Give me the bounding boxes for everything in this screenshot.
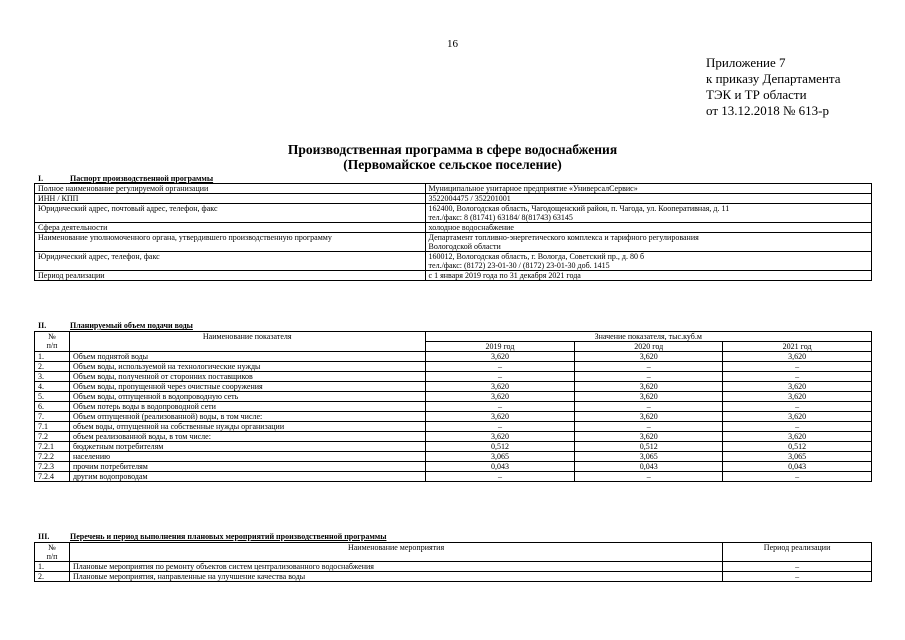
water-volume-table — [34, 331, 872, 482]
value-2020: – — [575, 402, 723, 412]
row-name: Объем воды, пропущенной через очистные сооружения — [69, 382, 425, 392]
passport-label: Период реализации — [35, 271, 426, 281]
appendix-block — [706, 55, 841, 119]
table-row — [35, 572, 872, 582]
value-2019: 3,620 — [425, 392, 575, 402]
column-header-year: 2020 год — [575, 342, 723, 352]
value-2021: – — [723, 472, 872, 482]
section-1-number: I. — [38, 174, 44, 183]
column-header-period: Период реализации — [723, 543, 872, 562]
row-number: 1. — [35, 352, 70, 362]
value-2020: 3,620 — [575, 392, 723, 402]
value-2019: 3,065 — [425, 452, 575, 462]
row-number: 2. — [35, 362, 70, 372]
row-name: населению — [69, 452, 425, 462]
table-row — [35, 271, 872, 281]
row-number: 7.2.1 — [35, 442, 70, 452]
column-header-number-line2: п/п — [46, 341, 58, 350]
table-row — [35, 252, 872, 271]
value-2021: 0,512 — [723, 442, 872, 452]
section-1-heading — [34, 174, 213, 183]
row-name: Объем отпущенной (реализованной) воды, в том числе: — [69, 412, 425, 422]
table-row — [35, 352, 872, 362]
column-header-year: 2019 год — [425, 342, 575, 352]
passport-value: холодное водоснабжение — [425, 223, 871, 233]
value-2020: 3,620 — [575, 412, 723, 422]
row-name: Плановые мероприятия по ремонту объектов систем централизованного водоснабжения — [69, 562, 722, 572]
passport-table — [34, 183, 872, 281]
row-name: Плановые мероприятия, направленные на улучшение качества воды — [69, 572, 722, 582]
value-2020: – — [575, 472, 723, 482]
value-2021: – — [723, 362, 872, 372]
page-number: 16 — [447, 38, 458, 50]
row-name: Объем воды, полученной от сторонних поставщиков — [69, 372, 425, 382]
table-row — [35, 204, 872, 223]
table-row — [35, 462, 872, 472]
value-2021: 3,620 — [723, 432, 872, 442]
section-3-number: III. — [38, 532, 50, 541]
title-line-2: (Первомайское сельское поселение) — [343, 157, 562, 172]
row-number: 2. — [35, 572, 70, 582]
title-line-1: Производственная программа в сфере водоснабжения — [287, 142, 618, 157]
passport-label: Сфера деятельности — [35, 223, 426, 233]
value-2020: – — [575, 372, 723, 382]
row-number: 6. — [35, 402, 70, 412]
row-number: 5. — [35, 392, 70, 402]
passport-label: ИНН / КПП — [35, 194, 426, 204]
row-number: 7.1 — [35, 422, 70, 432]
value-2019: 3,620 — [425, 412, 575, 422]
value-2020: – — [575, 362, 723, 372]
table-row — [35, 382, 872, 392]
value-2019: 0,043 — [425, 462, 575, 472]
row-number: 7.2.3 — [35, 462, 70, 472]
section-3-title: Перечень и период выполнения плановых мероприятий производственной программы — [70, 532, 387, 541]
section-3-heading — [34, 532, 386, 541]
table-row — [35, 442, 872, 452]
value-2021: 3,620 — [723, 412, 872, 422]
section-2-heading — [34, 321, 193, 330]
row-number: 1. — [35, 562, 70, 572]
value-2020: – — [575, 422, 723, 432]
row-number: 7. — [35, 412, 70, 422]
row-number: 3. — [35, 372, 70, 382]
water-volume-body — [35, 352, 872, 482]
passport-value: с 1 января 2019 года по 31 декабря 2021 года — [425, 271, 871, 281]
value-2021: – — [723, 402, 872, 412]
passport-value-line2: Вологодской области — [428, 242, 501, 251]
value-2021: 0,043 — [723, 462, 872, 472]
value-2020: 0,512 — [575, 442, 723, 452]
value-2019: – — [425, 422, 575, 432]
value-2019: – — [425, 372, 575, 382]
table-row — [35, 233, 872, 252]
row-name: объем воды, отпущенной на собственные нужды организации — [69, 422, 425, 432]
passport-value: 160012, Вологодская область, г. Вологда, Советский пр., д. 80 б — [428, 252, 645, 261]
value-2021: – — [723, 372, 872, 382]
row-name: Объем воды, отпущенной в водопроводную сеть — [69, 392, 425, 402]
value-2019: 3,620 — [425, 432, 575, 442]
passport-label: Полное наименование регулируемой организации — [35, 184, 426, 194]
section-1-title: Паспорт производственной программы — [70, 174, 214, 183]
passport-value: Департамент топливно-энергетического комплекса и тарифного регулирования — [428, 233, 699, 242]
appendix-line-2: к приказу Департамента — [706, 71, 841, 86]
table-row — [35, 432, 872, 442]
measures-table — [34, 542, 872, 582]
passport-label: Юридический адрес, почтовый адрес, телефон, факс — [35, 204, 426, 223]
row-period: – — [723, 572, 872, 582]
appendix-line-4: от 13.12.2018 № 613-р — [706, 103, 829, 118]
table-row — [35, 184, 872, 194]
value-2021: 3,620 — [723, 352, 872, 362]
value-2020: 3,620 — [575, 432, 723, 442]
value-2019: – — [425, 472, 575, 482]
table-row — [35, 422, 872, 432]
column-header-number-line1: № — [48, 332, 56, 341]
row-name: другим водопроводам — [69, 472, 425, 482]
table-row — [35, 194, 872, 204]
column-header-number-line1: № — [48, 543, 56, 552]
row-name: Объем воды, используемой на технологические нужды — [69, 362, 425, 372]
table-row — [35, 402, 872, 412]
row-name: Объем поднятой воды — [69, 352, 425, 362]
passport-label: Наименование уполномоченного органа, утвердившего производственную программу — [35, 233, 426, 252]
passport-value-multiline — [425, 233, 871, 252]
passport-value: 3522004475 / 352201001 — [425, 194, 871, 204]
passport-value-multiline — [425, 252, 871, 271]
passport-value: 162400, Вологодская область, Чагодощенский район, п. Чагода, ул. Кооперативная, д. 11 — [428, 204, 730, 213]
passport-value-line2: тел./факс: (8172) 23-01-30 / (8172) 23-01-30 доб. 1415 — [428, 261, 610, 270]
table-row — [35, 372, 872, 382]
value-2020: 3,620 — [575, 382, 723, 392]
column-header-name: Наименование показателя — [69, 332, 425, 352]
table-row — [35, 472, 872, 482]
value-2021: 3,620 — [723, 382, 872, 392]
value-2019: 0,512 — [425, 442, 575, 452]
value-2019: – — [425, 402, 575, 412]
row-name: бюджетным потребителям — [69, 442, 425, 452]
column-header-value: Значение показателя, тыс.куб.м — [425, 332, 871, 342]
table-header-row — [35, 332, 872, 342]
column-header-number-line2: п/п — [46, 552, 58, 561]
row-name: Объем потерь воды в водопроводной сети — [69, 402, 425, 412]
table-row — [35, 223, 872, 233]
table-row — [35, 392, 872, 402]
table-row — [35, 452, 872, 462]
value-2020: 0,043 — [575, 462, 723, 472]
row-name: прочим потребителям — [69, 462, 425, 472]
row-period: – — [723, 562, 872, 572]
row-number: 7.2 — [35, 432, 70, 442]
passport-value-multiline — [425, 204, 871, 223]
section-2-title: Планируемый объем подачи воды — [70, 321, 193, 330]
column-header-measure: Наименование мероприятия — [69, 543, 722, 562]
value-2019: – — [425, 362, 575, 372]
value-2019: 3,620 — [425, 382, 575, 392]
value-2020: 3,620 — [575, 352, 723, 362]
row-number: 7.2.4 — [35, 472, 70, 482]
column-header-number — [35, 332, 70, 352]
table-row — [35, 412, 872, 422]
row-number: 7.2.2 — [35, 452, 70, 462]
row-number: 4. — [35, 382, 70, 392]
value-2021: 3,620 — [723, 392, 872, 402]
passport-label: Юридический адрес, телефон, факс — [35, 252, 426, 271]
section-2-number: II. — [38, 321, 47, 330]
value-2020: 3,065 — [575, 452, 723, 462]
appendix-line-1: Приложение 7 — [706, 55, 786, 70]
appendix-line-3: ТЭК и ТР области — [706, 87, 807, 102]
document-title — [0, 142, 905, 172]
passport-value-line2: тел./факс: 8 (81741) 63184/ 8(81743) 63145 — [428, 213, 573, 222]
value-2021: – — [723, 422, 872, 432]
column-header-number — [35, 543, 70, 562]
table-row — [35, 562, 872, 572]
passport-value: Муниципальное унитарное предприятие «УниверсалСервис» — [425, 184, 871, 194]
column-header-year: 2021 год — [723, 342, 872, 352]
row-name: объем реализованной воды, в том числе: — [69, 432, 425, 442]
value-2021: 3,065 — [723, 452, 872, 462]
table-row — [35, 362, 872, 372]
table-header-row — [35, 543, 872, 562]
value-2019: 3,620 — [425, 352, 575, 362]
